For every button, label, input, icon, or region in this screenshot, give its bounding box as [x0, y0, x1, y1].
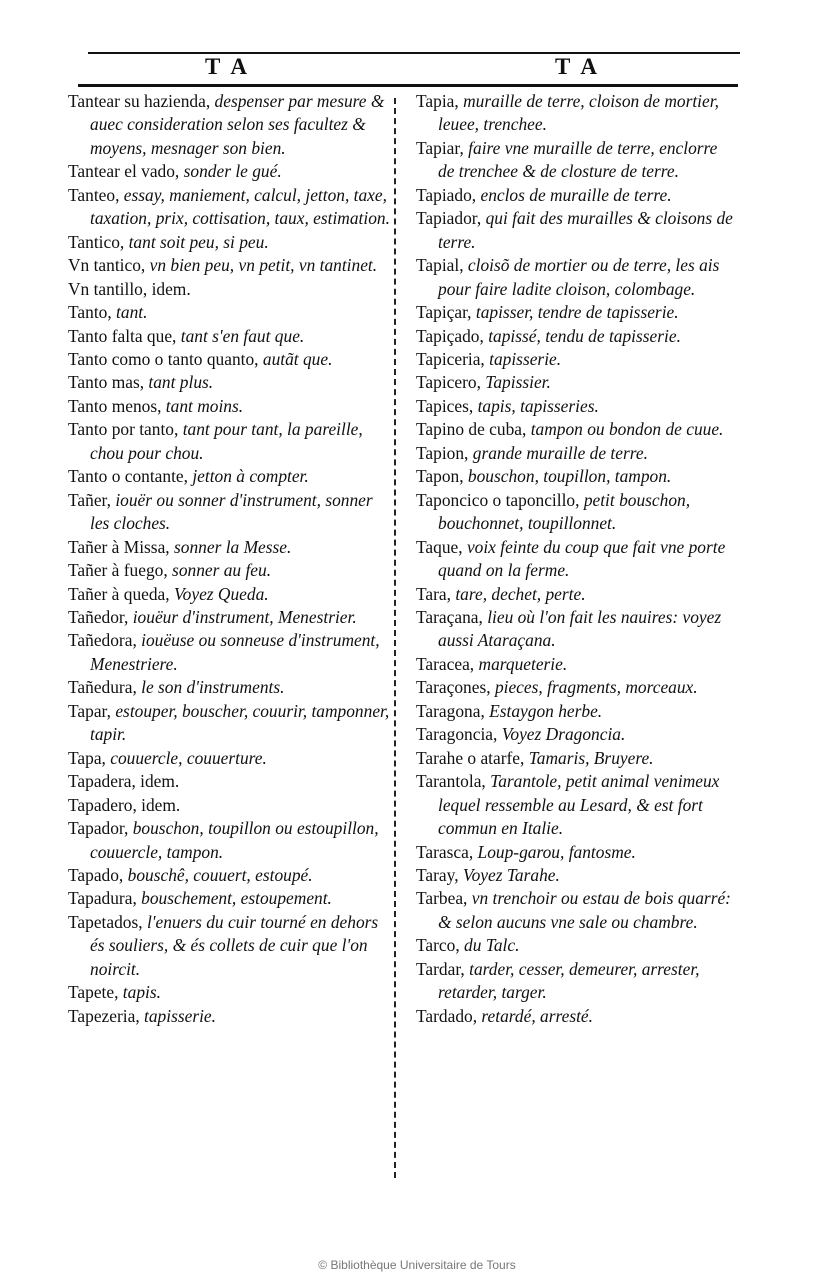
- dictionary-entry: [68, 278, 390, 301]
- entry-definition: despenser par mesure & auec consideration selon ses facultez & moyens, mesnager son bien.: [90, 91, 385, 158]
- dictionary-entry: [416, 254, 738, 301]
- entry-headword: Vn tantillo, idem.: [68, 278, 191, 299]
- dictionary-entry: [68, 606, 390, 629]
- dictionary-entry: [416, 700, 738, 723]
- dictionary-entry: [68, 676, 390, 699]
- dictionary-entry: [416, 371, 738, 394]
- entry-headword: Tarahe o atarfe,: [416, 747, 525, 768]
- dictionary-entry: [416, 301, 738, 324]
- dictionary-entry: [68, 90, 390, 160]
- dictionary-entry: [68, 911, 390, 981]
- entry-headword: Tanto como o tanto quanto,: [68, 348, 259, 369]
- right-column: [416, 90, 738, 1028]
- entry-definition: pieces, fragments, morceaux.: [490, 677, 698, 698]
- entry-headword: Taray,: [416, 864, 459, 885]
- dictionary-entry: [68, 583, 390, 606]
- entry-headword: Tapadura,: [68, 888, 137, 909]
- entry-definition: bouschê, couuert, estoupé.: [123, 864, 313, 885]
- dictionary-entry: [416, 723, 738, 746]
- entry-definition: muraille de terre, cloison de mortier, leuee, trenchee.: [438, 91, 719, 135]
- entry-headword: Tarbea,: [416, 888, 468, 909]
- dictionary-entry: [416, 887, 738, 934]
- entry-definition: enclos de muraille de terre.: [476, 184, 672, 205]
- dictionary-entry: [68, 371, 390, 394]
- dictionary-entry: [416, 325, 738, 348]
- dictionary-entry: [68, 489, 390, 536]
- entry-headword: Tapado,: [68, 864, 124, 885]
- entry-headword: Taraçones,: [416, 677, 491, 698]
- entry-definition: tapisser, tendre de tapisserie.: [471, 302, 679, 323]
- entry-headword: Tardar,: [416, 958, 465, 979]
- top-rule: [88, 52, 740, 54]
- entry-definition: vn bien peu, vn petit, vn tantinet.: [145, 255, 378, 276]
- dictionary-entry: [416, 934, 738, 957]
- dictionary-entry: [68, 1005, 390, 1028]
- dictionary-entry: [416, 90, 738, 137]
- dictionary-entry: [416, 184, 738, 207]
- column-divider: [394, 98, 396, 1178]
- dictionary-entry: [416, 418, 738, 441]
- entry-headword: Tapiçado,: [416, 325, 484, 346]
- entry-definition: tarder, cesser, demeurer, arrester, retarder, targer.: [438, 958, 700, 1003]
- right-column-heading: T A: [555, 54, 601, 79]
- entry-headword: Tanto mas,: [68, 372, 145, 393]
- entry-headword: Taraçana,: [416, 606, 483, 627]
- entry-definition: estouper, bouscher, couurir, tamponner, tapir.: [90, 700, 390, 745]
- entry-definition: lieu où l'on fait les nauires: voyez aussi Ataraçana.: [438, 606, 722, 651]
- entry-headword: Tanteo,: [68, 184, 120, 205]
- entry-headword: Tapa,: [68, 747, 106, 768]
- dictionary-entry: [68, 536, 390, 559]
- dictionary-entry: [68, 465, 390, 488]
- entry-definition: du Talc.: [459, 935, 520, 956]
- entry-definition: iouër ou sonner d'instrument, sonner les cloches.: [90, 489, 373, 534]
- dictionary-entry: [68, 981, 390, 1004]
- entry-headword: Tapadera, idem.: [68, 771, 180, 792]
- entry-headword: Taragona,: [416, 700, 485, 721]
- entry-definition: tant moins.: [161, 395, 244, 416]
- entry-headword: Tarasca,: [416, 841, 474, 862]
- left-column-heading: T A: [205, 54, 251, 79]
- entry-headword: Taque,: [416, 536, 463, 557]
- entry-definition: faire vne muraille de terre, enclorre de trenchee & de closture de terre.: [438, 137, 718, 182]
- entry-definition: Voyez Tarahe.: [458, 864, 560, 885]
- entry-headword: Tapiceria,: [416, 348, 485, 369]
- entry-headword: Tañedora,: [68, 630, 137, 651]
- dictionary-entry: [68, 887, 390, 910]
- entry-headword: Tapiador,: [416, 208, 482, 229]
- entry-headword: Tantear su hazienda,: [68, 91, 211, 111]
- entry-definition: essay, maniement, calcul, jetton, taxe, taxation, prix, cottisation, taux, estimation.: [90, 184, 390, 229]
- dictionary-entry: [416, 348, 738, 371]
- entry-definition: cloisõ de mortier ou de terre, les ais pour faire ladite cloison, colombage.: [438, 255, 720, 299]
- entry-headword: Tara,: [416, 583, 451, 604]
- dictionary-entry: [416, 536, 738, 583]
- entry-headword: Tapial,: [416, 255, 464, 276]
- dictionary-entry: [68, 301, 390, 324]
- entry-definition: qui fait des murailles & cloisons de terre.: [438, 208, 733, 252]
- dictionary-entry: [68, 747, 390, 770]
- entry-headword: Tapon,: [416, 466, 464, 487]
- entry-definition: iouëur d'instrument, Menestrier.: [128, 606, 357, 627]
- entry-definition: retardé, arresté.: [477, 1005, 593, 1026]
- entry-headword: Tanto,: [68, 302, 112, 323]
- dictionary-entry: [416, 489, 738, 536]
- header-rule: [78, 84, 738, 87]
- entry-definition: voix feinte du coup que fait vne porte quand on la ferme.: [438, 536, 726, 581]
- dictionary-entry: [416, 207, 738, 254]
- entry-definition: tare, dechet, perte.: [451, 583, 586, 604]
- dictionary-entry: [416, 137, 738, 184]
- entry-definition: tant.: [111, 302, 148, 323]
- dictionary-entry: [68, 770, 390, 793]
- entry-headword: Tantear el vado,: [68, 161, 180, 182]
- entry-headword: Tarantola,: [416, 771, 486, 792]
- dictionary-entry: [416, 583, 738, 606]
- dictionary-entry: [68, 418, 390, 465]
- entry-headword: Tañer à Missa,: [68, 536, 170, 557]
- entry-definition: vn trenchoir ou estau de bois quarré: & selon aucuns vne sale ou chambre.: [438, 888, 731, 932]
- entry-headword: Tapete,: [68, 982, 119, 1003]
- entry-definition: tapisserie.: [484, 348, 562, 369]
- entry-headword: Tantico,: [68, 231, 125, 252]
- entry-definition: sonder le gué.: [179, 161, 282, 182]
- entry-definition: autãt que.: [258, 348, 333, 369]
- entry-headword: Tardado,: [416, 1005, 478, 1026]
- entry-definition: tapis.: [118, 982, 161, 1003]
- left-column: [68, 90, 390, 1028]
- entry-definition: bouschement, estoupement.: [136, 888, 332, 909]
- entry-headword: Tapadero, idem.: [68, 794, 181, 815]
- dictionary-entry: [68, 160, 390, 183]
- entry-definition: le son d'instruments.: [136, 677, 285, 698]
- entry-headword: Tapicero,: [416, 372, 481, 393]
- dictionary-entry: [416, 395, 738, 418]
- entry-headword: Tapino de cuba,: [416, 419, 527, 440]
- dictionary-entry: [416, 676, 738, 699]
- entry-headword: Tanto falta que,: [68, 325, 177, 346]
- dictionary-entry: [68, 629, 390, 676]
- entry-headword: Tapion,: [416, 442, 469, 463]
- copyright-footer: © Bibliothèque Universitaire de Tours: [318, 1258, 516, 1272]
- dictionary-entry: [416, 770, 738, 840]
- dictionary-entry: [68, 794, 390, 817]
- entry-definition: tapissé, tendu de tapisserie.: [483, 325, 681, 346]
- dictionary-entry: [68, 395, 390, 418]
- entry-definition: Voyez Queda.: [169, 583, 269, 604]
- entry-definition: tampon ou bondon de cuue.: [526, 419, 724, 440]
- dictionary-entry: [68, 559, 390, 582]
- entry-definition: tant pour tant, la pareille, chou pour chou.: [90, 419, 363, 463]
- entry-definition: Tapissier.: [480, 372, 551, 393]
- entry-headword: Tañer,: [68, 489, 111, 510]
- entry-definition: tapis, tapisseries.: [473, 395, 599, 416]
- entry-headword: Tañer à queda,: [68, 583, 170, 604]
- entry-definition: jetton à compter.: [188, 466, 309, 487]
- dictionary-entry: [416, 841, 738, 864]
- dictionary-entry: [68, 864, 390, 887]
- entry-headword: Taponcico o taponcillo,: [416, 489, 580, 510]
- entry-definition: Tamaris, Bruyere.: [524, 747, 654, 768]
- entry-headword: Tapiar,: [416, 137, 464, 158]
- dictionary-entry: [416, 1005, 738, 1028]
- entry-headword: Tapetados,: [68, 911, 143, 932]
- entry-definition: petit bouschon, bouchonnet, toupillonnet.: [438, 489, 691, 534]
- entry-headword: Tapador,: [68, 818, 129, 839]
- entry-headword: Tapezeria,: [68, 1005, 140, 1026]
- dictionary-entry: [416, 606, 738, 653]
- entry-headword: Taracea,: [416, 653, 475, 674]
- dictionary-entry: [68, 817, 390, 864]
- entry-headword: Tapices,: [416, 395, 474, 416]
- dictionary-entry: [416, 864, 738, 887]
- dictionary-entry: [68, 348, 390, 371]
- entry-headword: Tapiçar,: [416, 302, 472, 323]
- entry-definition: Estaygon herbe.: [484, 700, 603, 721]
- entry-headword: Tapiado,: [416, 184, 477, 205]
- dictionary-entry: [416, 442, 738, 465]
- entry-headword: Vn tantico,: [68, 255, 146, 276]
- entry-headword: Tanto por tanto,: [68, 419, 179, 440]
- entry-definition: grande muraille de terre.: [468, 442, 648, 463]
- entry-definition: tant soit peu, si peu.: [124, 231, 269, 252]
- entry-headword: Tanto o contante,: [68, 466, 188, 487]
- entry-headword: Tañer à fuego,: [68, 560, 168, 581]
- dictionary-entry: [416, 465, 738, 488]
- dictionary-entry: [68, 325, 390, 348]
- entry-headword: Tañedura,: [68, 677, 137, 698]
- entry-definition: iouëuse ou sonneuse d'instrument, Menestriere.: [90, 630, 380, 674]
- entry-headword: Tapia,: [416, 91, 459, 111]
- entry-definition: l'enuers du cuir tourné en dehors és souliers, & és collets de cuir que l'on noircit.: [90, 911, 379, 979]
- entry-definition: tant plus.: [144, 372, 214, 393]
- entry-definition: marqueterie.: [474, 653, 568, 674]
- entry-headword: Tapar,: [68, 700, 111, 721]
- entry-headword: Tanto menos,: [68, 395, 162, 416]
- dictionary-entry: [68, 700, 390, 747]
- entry-definition: sonner la Messe.: [169, 536, 292, 557]
- dictionary-entry: [68, 254, 390, 277]
- dictionary-entry: [416, 653, 738, 676]
- entry-headword: Taragoncia,: [416, 724, 498, 745]
- entry-definition: bouschon, toupillon ou estoupillon, couuercle, tampon.: [90, 818, 379, 862]
- entry-headword: Tañedor,: [68, 606, 129, 627]
- entry-definition: bouschon, toupillon, tampon.: [463, 466, 672, 487]
- entry-definition: Loup-garou, fantosme.: [473, 841, 636, 862]
- entry-definition: tant s'en faut que.: [176, 325, 305, 346]
- entry-definition: Voyez Dragoncia.: [497, 724, 626, 745]
- entry-definition: tapisserie.: [139, 1005, 216, 1026]
- dictionary-entry: [416, 958, 738, 1005]
- entry-definition: Tarantole, petit animal venimeux lequel ressemble au Lesard, & est fort commun en Italie.: [438, 771, 720, 839]
- entry-definition: sonner au feu.: [167, 560, 272, 581]
- dictionary-entry: [68, 231, 390, 254]
- entry-definition: couuercle, couuerture.: [105, 747, 267, 768]
- dictionary-entry: [416, 747, 738, 770]
- dictionary-entry: [68, 184, 390, 231]
- entry-headword: Tarco,: [416, 935, 460, 956]
